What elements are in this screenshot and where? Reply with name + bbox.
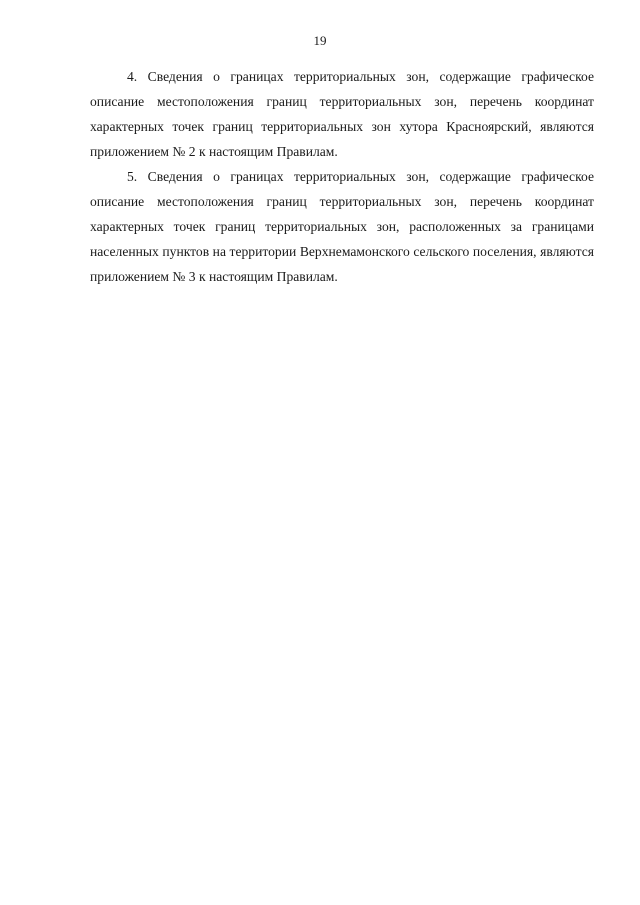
paragraph-item-4: 4. Сведения о границах территориальных зон, содержащие графическое описание местоположения границ территориальных зон, перечень координат характерных точек границ территориальных зон хутора Красноярский, являются приложением № 2 к настоящим Правилам. bbox=[90, 69, 594, 159]
document-body bbox=[90, 64, 594, 289]
paragraph-item-5: 5. Сведения о границах территориальных зон, содержащие графическое описание местоположения границ территориальных зон, перечень координат характерных точек границ территориальных зон, расположенных за границами населенных пунктов на территории Верхнемамонского сельского поселения, являются приложением № 3 к настоящим Правилам. bbox=[90, 169, 594, 284]
page-number: 19 bbox=[313, 33, 327, 48]
